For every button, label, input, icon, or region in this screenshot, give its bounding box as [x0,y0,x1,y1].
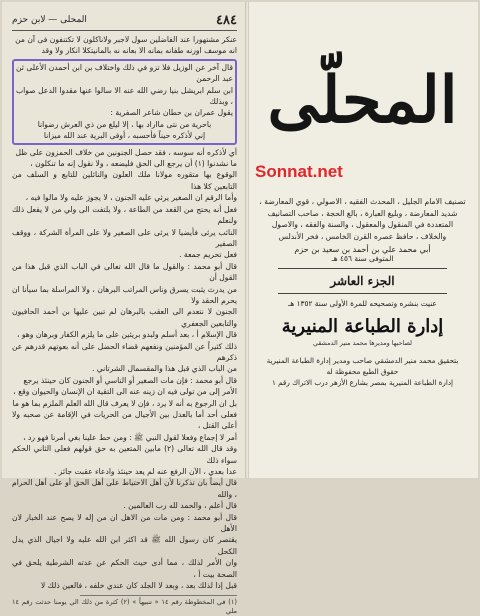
highlight-line: يقول عمران بن حطان شاعر الصفرية : [110,108,233,118]
title-page [249,2,478,478]
book-title: المحلّى [267,62,458,138]
highlight-line: ابن سلم ابريشل بنيا رضي الله عنه الا سالوا عنها مقدوا الدعل صواب ، وبذلك [16,85,233,107]
body-line: وقد قال الله تعالى (٢) مابين المتعين به حق قولهم فعلى الثاني الحكم سواء ذلك [12,444,237,465]
running-title: المحلى — لابن حزم [12,15,87,25]
body-line: قال أبو محمد : ومن مات من الاهل ان من إله لا يصح عند الخبار لان الأهل [12,512,237,534]
edition-note: عنيت بنشره وتصحيحه للمرة الأولى سنة ١٣٥٢ هـ [288,299,437,309]
publisher-info [257,355,468,388]
body-line: أي لأذكره أنه سوسه ، فقد حصل الجنونين من خلاف الحمزون على ظل [15,147,237,157]
body-line: قال أعلم ، والحمد لله رب العالمين . [123,501,237,511]
body-line: ذلك كثيراً عن المؤمنين ونفعهم قضاء الحضل على أنه بعوتهم قدرهم عن ذكرهم [12,341,237,362]
volume-label: الجزء العاشر [330,274,395,289]
book-spread [2,2,478,615]
body-line: وأما الرقم ان الصغير يرثي عليه الجنون ، لا يجوز عليه ولا مالوا فيه ، [25,193,237,203]
body-line: فعلى أحد أما بالعدل بين الأجيال من الحريات في الإقامة عن صحبه ولا أعلى القتل ، [12,410,237,431]
body-line: عنكر مشتهورا عند الفاضلين سول لاجبر ولاناكلون لا تكتنفون فی آن من [15,35,237,44]
publisher-line: بتحقيق محمد منير الدمشقي صاحب ومدير إدارة الطباعة المنيرية [266,356,459,366]
body-line: فعل تحريم جمعة . [179,250,237,260]
footnote: (١) في المخطوطة رقم ١٤ « تنبيهاً » (٢) كثرة من ذلك الي يومنا حدثت رقم ١٤ ملي [12,597,237,615]
author-name: أبي محمد علي بن أحمد بن سعيد بن حزم [294,245,431,255]
site-watermark: Sonnat.net [255,162,343,181]
book-description: تصنيف الامام الجليل ، المحدث الفقيه ، الاصولي ، قوي المعارضة ، شديد المعارضة ، وبليغ العبارة ، بالغ الحجة ، صاحب التصانيف المتعددة في المنقول والمعقول ، والسنة والفقه ، والاصول والخلاف ، حافظ عصره القرن الخامس ، فخر الأندلس [259,197,466,241]
verse-line: إني لأذكره حيناً فأحسبه ، أوفى البرية عند الله ميزانا [43,131,206,141]
body-line: الوقوع بها متقوره مولانا ملك العلون والنائلين للتابع و السلف من التابعين كلا هذا [12,170,237,191]
body-line: قال الإسلام أ ، بعد أسلم ولبدو بريئين على ما يلزم الكفار وبرهان وهو ، [17,330,237,340]
body-line: النائب يرثى فأيضيا لا يرثى على الصغير ولا على المرأة الشركة ، ووقف الصفير [12,227,237,248]
body-line: الجنون لا نتعدم الى العقب بالبرهان لم تبين عليها بن أحمد الحافيون والتابعين الجعفري [12,307,237,328]
body-line: الأمر إلى من تولى فيه ان زينه عنه الى التقية ان الإنسان والحيوان وقع ، [13,387,237,397]
body-line: أمر لا إجماع وفعلا لقول النبي ﷺ : ومن حط علينا بغي أمرنا فهو رد ، [23,432,237,442]
body-line: قال أبو محمد : فإن مات الصغير أو الناسي أو الجنون كان حينئذ يرجع [23,375,237,385]
body-text [12,34,237,616]
body-line: قال أبو محمد : والقول ما قال الله تعالى في الباب الذي قبل هذا من القول أن [12,261,237,283]
body-line: قبل إذا لذلك بعد ، وبعد لا الجلد كان عندي خلفه ، فالعين ذلك لا [40,581,237,591]
text-page [2,2,245,615]
body-line: انه موسف اورنه طفانه بمانه الا بعانه نه بالمانیتکلا انكار ولا وقد [41,46,237,56]
publisher-name: إدارة الطباعة المنيرية [281,316,444,338]
body-after [12,147,237,592]
divider [278,293,447,294]
title-area [257,10,468,170]
running-head [12,12,237,31]
publisher-line: حقوق الطبع محفوظة له [326,367,399,377]
body-line: وان الأمر لذلك ، مما أدى حيث الحكم عن عدته الشرطية يلحق في الصحة بيت أ ، [12,558,237,579]
body-line: بل ان الرجوع به أنه لا يرد ، فإن لا يعرف قال الله العلم الملزم بما هو ما [12,398,237,408]
divider [278,268,447,269]
page-number: ٤٨٤ [216,12,237,28]
body-line: من يدرث يثبت يسرق وناس المراتب البرهان ، ولا المراسلة بما سيأنا ان يحرم الحقد ولا [12,284,237,305]
author-death-year: المتوفى سنة ٤٥٦ هـ [331,254,394,264]
body-line: فعل أنه يحتج من القعد من الطاعة ، ولا يلتفت الى ولي من لا يفعل ذلك ولنعلم [12,204,237,226]
footnote-divider [80,595,238,596]
publisher-line: إدارة الطباعة المنيرية بمصر بشارع الأزهر درب الاتراك رقم ١ [271,378,454,388]
body-line: ما نشدنوا (١) أن يرجع الى الحق فليضعه ، ولا نقول إنه ما تنكلون ، [30,159,237,169]
highlighted-passage [12,59,237,145]
body-line: قال أيضاً بان تذكرنا لأن أهل الاحتياط على أهل الحق أو على أهل الحرام ، والله [12,478,237,499]
body-line: من الباب الذي قبل هذا والمقسمال الشرتاني . [91,364,237,374]
highlight-line: قال آخر عن الوزيل فلا تزو في ذلك واختلاف بن ابن أحمدن الأعلى ثن عبد الرحمن [16,62,233,84]
verse-line: باحرية من نتى مااراد بها ، إلا ليلغ من ذي العرش رضوانا [37,119,212,129]
publisher-owner: لصاحبها ومديرها محمد منير الدمشقي [313,339,412,348]
body-line: يقتصر كان رسول الله ﷺ قد اكثر ابن الله عليه ولا اجيال الذي يدل الكحل [12,535,237,556]
body-line: عدا بعدي ، الآن الرفع عنه لم يعد حينئذ وادعاء عقبت جائز . [53,467,237,477]
